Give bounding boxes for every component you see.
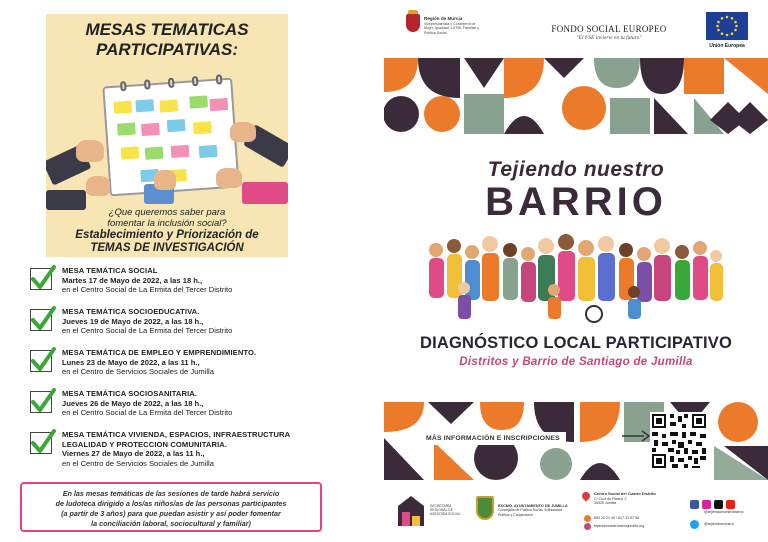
session-title-cont: LEGALIDAD Y PROTECCION COMUNITARIA. [62, 439, 228, 449]
jumilla-dept: Concejalía de Política Social, Solidaridad Pública y Cooperación [498, 508, 562, 517]
murcia-logo-name: Región de Murcia [424, 16, 463, 21]
tiktok-icon[interactable] [714, 500, 723, 509]
phone-number[interactable]: 683 20 21 49 / 617 31 57 56 [594, 516, 639, 520]
session-date: Jueves 26 de Mayo de 2022, a las 18 h., [62, 398, 204, 408]
session-place: en el Centro de Servicios Sociales de Jumilla [62, 458, 214, 468]
murcia-logo-sub: Vicepresidencia y Consejería de Mujer, Igualdad, LGTBI, Familias y Política Social [424, 22, 480, 35]
eu-label: Unión Europea [709, 43, 745, 49]
session-title: MESA TEMÁTICA SOCIAL [62, 266, 158, 275]
crowd-illustration [424, 228, 724, 324]
jumilla-name: EXCMO. AYUNTAMIENTO DE JUMILLA [498, 504, 568, 508]
session-title: MESA TEMÁTICA SOCIOSANITARIA. [62, 389, 198, 398]
checkmark-icon [30, 309, 52, 331]
diagnostic-title: DIAGNÓSTICO LOCAL PARTICIPATIVO [419, 334, 733, 352]
session-date: Jueves 19 de Mayo de 2022, a las 18 h., [62, 316, 204, 326]
jumilla-logo-text [498, 504, 568, 517]
note-line: En las mesas temáticas de las sesiones de tarde habrá servicio [62, 489, 280, 498]
session-place: en el Centro Social de La Ermita del Tercer Distrito [62, 326, 233, 335]
sponsor-logos [384, 10, 768, 52]
arrow-icon [622, 426, 652, 450]
list-item [30, 430, 360, 468]
fse-logo-title: FONDO SOCIAL EUROPEO [551, 24, 667, 34]
note-line: (a partir de 3 años) para que puedan asistir y así poder fomentar [61, 509, 281, 518]
social-links [690, 496, 766, 526]
list-item [30, 307, 360, 339]
poster-illustration [46, 14, 288, 257]
checkmark-icon [30, 268, 52, 290]
twitter-icon[interactable] [690, 520, 699, 529]
poster-title-line2: PARTICIPATIVAS: [96, 40, 238, 59]
facebook-icon[interactable] [690, 500, 699, 509]
checkmark-icon [30, 432, 52, 454]
eu-flag-icon [706, 12, 748, 40]
address-line: 30520 Jumilla [594, 501, 617, 505]
session-title: MESA TEMÁTICA DE EMPLEO Y EMPRENDIMIENTO. [62, 348, 257, 357]
regional-logo-text: SECRETARÍA REGIONAL DE ASESORÍA SOCIAL [430, 504, 461, 516]
twitter-handle[interactable]: @tejiendonuestro [704, 522, 734, 526]
right-panel [384, 0, 768, 542]
session-title: MESA TEMÁTICA SOCIOEDUCATIVA. [62, 307, 200, 316]
session-date: Martes 17 de Mayo de 2022, a las 18 h., [62, 275, 203, 285]
more-info-text: MÁS INFORMACIÓN E INSCRIPCIONES [426, 435, 560, 442]
address-title: Centro Social del Cuarto Distrito [594, 491, 656, 496]
session-place: en el Centro Social de La Ermita del Tercer Distrito [62, 408, 233, 417]
location-pin-icon [580, 490, 591, 501]
poster-question: ¿Que queremos saber para fomentar la inclusión social? [107, 207, 227, 229]
poster-title [46, 20, 288, 60]
jumilla-shield-icon [476, 496, 494, 520]
fse-logo-sub: "El FSE invierte en tu futuro" [576, 35, 642, 41]
geometric-pattern-top [384, 58, 768, 134]
childcare-note [20, 482, 322, 532]
brand-tagline: Tejiendo nuestro [487, 158, 665, 181]
poster-title-line1: MESAS TEMATICAS [85, 20, 249, 39]
address-line: C/ Cruz de Piedra, 2 [594, 496, 627, 501]
email-icon [584, 523, 591, 530]
list-item [30, 266, 360, 298]
note-line: de ludoteca dirigido a los/as niños/as de las personas participantes [55, 499, 287, 508]
more-info-label [420, 432, 566, 445]
footer [384, 486, 768, 542]
brand-logo-word: BARRIO [485, 180, 667, 224]
qr-code-icon[interactable] [650, 412, 708, 470]
session-list [30, 266, 360, 477]
note-line: la conciliación laboral, sociocultural y familiar) [91, 519, 251, 528]
social-handle[interactable]: @tejiendonuestrobarrio [704, 510, 744, 514]
session-place: en el Centro Social de La Ermita del Tercer Distrito [62, 285, 233, 294]
session-title: MESA TEMÁTICA VIVIENDA, ESPACIOS, INFRAESTRUCTURA [62, 430, 291, 439]
list-item [30, 348, 360, 380]
checkmark-icon [30, 350, 52, 372]
address-block [594, 492, 680, 506]
session-place: en el Centro de Servicios Sociales de Jumilla [62, 367, 214, 376]
phone-icon [584, 515, 591, 522]
youtube-icon[interactable] [726, 500, 735, 509]
poster-subtitle: Establecimiento y Priorización de TEMAS DE INVESTIGACIÓN [75, 229, 259, 254]
instagram-icon[interactable] [702, 500, 711, 509]
diagnostic-subtitle: Distritos y Barrio de Santiago de Jumilla [459, 356, 693, 368]
session-date: Lunes 23 de Mayo de 2022, a las 11 h., [62, 357, 200, 367]
regional-logo-icon [396, 494, 426, 528]
murcia-shield-icon [406, 14, 420, 32]
email-address[interactable]: tejiendonuestrobarriojumilla.org [594, 524, 645, 528]
checkmark-icon [30, 391, 52, 413]
session-date: Viernes 27 de Mayo de 2022, a las 11 h., [62, 449, 205, 458]
list-item [30, 389, 360, 421]
